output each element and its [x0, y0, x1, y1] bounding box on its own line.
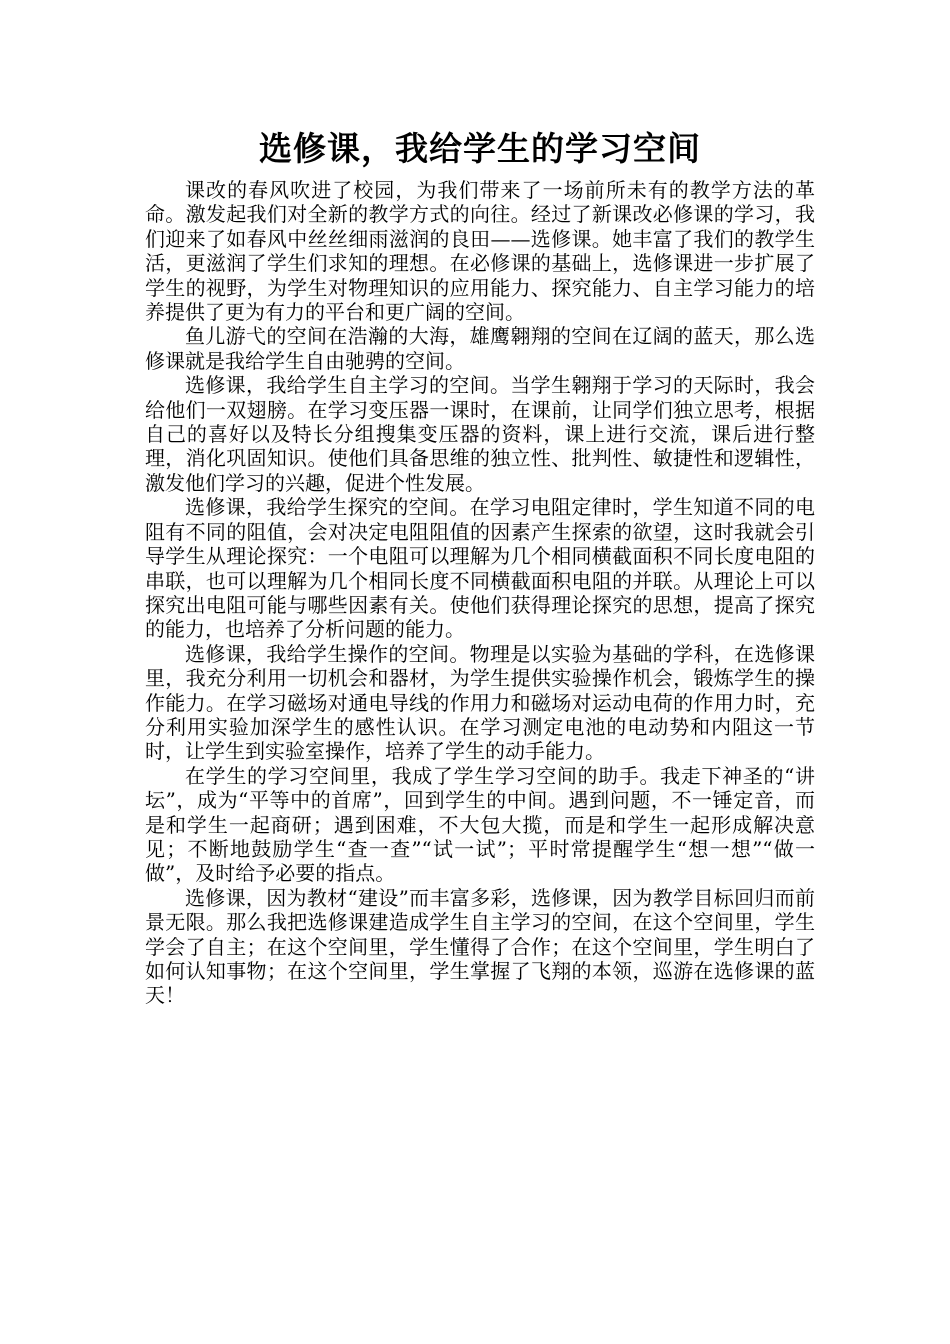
- paragraph-3: 选修课，我给学生自主学习的空间。当学生翱翔于学习的天际时，我会给他们一双翅膀。在学习变压器一课时，在课前，让同学们独立思考，根据自己的喜好以及特长分组搜集变压器的资料，课上进行交流，课后进行整理，消化巩固知识。使他们具备思维的独立性、批判性、敏捷性和逻辑性，激发他们学习的兴趣，促进个性发展。: [145, 373, 815, 495]
- paragraph-4: 选修课，我给学生探究的空间。在学习电阻定律时，学生知道不同的电阻有不同的阻值，会对决定电阻阻值的因素产生探索的欲望，这时我就会引导学生从理论探究：一个电阻可以理解为几个相同横截面积不同长度电阻的串联，也可以理解为几个相同长度不同横截面积电阻的并联。从理论上可以探究出电阻可能与哪些因素有关。使他们获得理论探究的思想，提高了探究的能力，也培养了分析问题的能力。: [145, 495, 815, 642]
- paragraph-7: 选修课，因为教材“建设”而丰富多彩，选修课，因为教学目标回归而前景无限。那么我把选修课建造成学生自主学习的空间，在这个空间里，学生学会了自主；在这个空间里，学生懂得了合作；在这个空间里，学生明白了如何认知事物；在这个空间里，学生掌握了飞翔的本领，巡游在选修课的蓝天！: [145, 885, 815, 1008]
- document-page: [145, 120, 815, 1008]
- paragraph-5: 选修课，我给学生操作的空间。物理是以实验为基础的学科，在选修课里，我充分利用一切机会和器材，为学生提供实验操作机会，锻炼学生的操作能力。在学习磁场对通电导线的作用力和磁场对运动电荷的作用力时，充分利用实验加深学生的感性认识。在学习测定电池的电动势和内阻这一节时，让学生到实验室操作，培养了学生的动手能力。: [145, 641, 815, 764]
- paragraph-1: 课改的春风吹进了校园，为我们带来了一场前所未有的教学方法的革命。激发起我们对全新的教学方式的向往。经过了新课改必修课的学习，我们迎来了如春风中丝丝细雨滋润的良田——选修课。她丰富了我们的教学生活，更滋润了学生们求知的理想。在必修课的基础上，选修课进一步扩展了学生的视野，为学生对物理知识的应用能力、探究能力、自主学习能力的培养提供了更为有力的平台和更广阔的空间。: [145, 178, 815, 325]
- paragraph-6: 在学生的学习空间里，我成了学生学习空间的助手。我走下神圣的“讲坛”，成为“平等中的首席”，回到学生的中间。遇到问题，不一锤定音，而是和学生一起商研；遇到困难，不大包大揽，而是和学生一起形成解决意见；不断地鼓励学生“查一查”“试一试”；平时常提醒学生“想一想”“做一做”，及时给予必要的指点。: [145, 763, 815, 886]
- document-body: [145, 178, 815, 1008]
- document-title: 选修课，我给学生的学习空间: [259, 129, 701, 168]
- paragraph-2: 鱼儿游弋的空间在浩瀚的大海，雄鹰翱翔的空间在辽阔的蓝天，那么选修课就是我给学生自由驰骋的空间。: [145, 324, 815, 373]
